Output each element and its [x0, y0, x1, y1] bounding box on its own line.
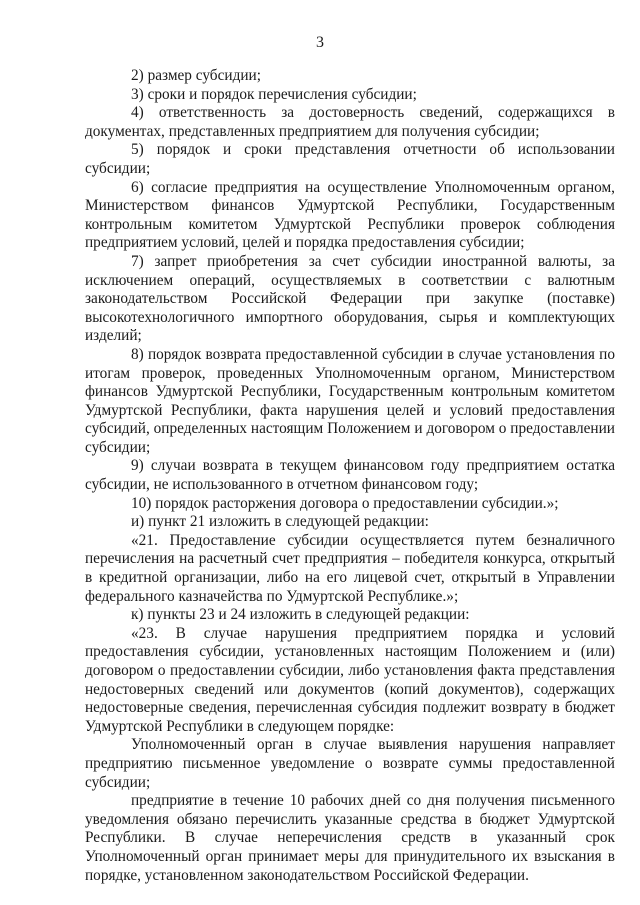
- paragraph-item-10: 10) порядок расторжения договора о предоставлении субсидии.»;: [131, 494, 559, 512]
- paragraph-item-4: 4) ответственность за достоверность сведений, содержащихся в документах, представленных предприятием для получения субсидии;: [85, 104, 615, 140]
- amendment-k-heading: к) пункты 23 и 24 изложить в следующей редакции:: [131, 606, 470, 624]
- paragraph-item-2: 2) размер субсидии;: [131, 67, 261, 84]
- amendment-i-heading: и) пункт 21 изложить в следующей редакции:: [131, 513, 429, 531]
- paragraph-item-3: 3) сроки и порядок перечисления субсидии;: [131, 85, 417, 103]
- point-23-step-notice: Уполномоченный орган в случае выявления нарушения направляет предприятию письменное уведомление о возврате суммы предоставленной субсидии;: [85, 736, 615, 791]
- document-body: [85, 67, 615, 885]
- point-21-text: «21. Предоставление субсидии осуществляется путем безналичного перечисления на расчетный счет предприятия – победителя конкурса, открытый в кредитной организации, либо на его лицевой счет, открытый в Управлении федерального казначейства по Удмуртской Республике.»;: [85, 531, 615, 605]
- paragraph-item-7: 7) запрет приобретения за счет субсидии иностранной валюты, за исключением операций, осуществляемых в соответствии с валютным законодательством Российской Федерации при закупке (поставке) высокотехнологичного импортного оборудования, сырья и комплектующих изделий;: [85, 252, 615, 345]
- point-23-text: «23. В случае нарушения предприятием порядка и условий предоставления субсидии, установленных настоящим Положением и (или) договором о предоставлении субсидии, либо установления факта представления недостоверных сведений или документов (копий документов), содержащих недостоверные сведения, перечисленная субсидия подлежит возврату в бюджет Удмуртской Республики в следующем порядке:: [85, 624, 615, 735]
- paragraph-item-6: 6) согласие предприятия на осуществление Уполномоченным органом, Министерством финансов Удмуртской Республики, Государственным контрольным комитетом Удмуртской Республики проверок соблюдения предприятием условий, целей и порядка предоставления субсидии;: [85, 178, 615, 252]
- point-23-step-repayment: предприятие в течение 10 рабочих дней со дня получения письменного уведомления обязано перечислить указанные средства в бюджет Удмуртской Республики. В случае неперечисления средств в указанный срок Уполномоченный орган принимает меры для принудительного их взыскания в порядке, установленном законодательством Российской Федерации.: [85, 792, 615, 884]
- paragraph-item-5: 5) порядок и сроки представления отчетности об использовании субсидии;: [85, 141, 615, 177]
- paragraph-item-9: 9) случаи возврата в текущем финансовом году предприятием остатка субсидии, не использованного в отчетном финансовом году;: [85, 457, 615, 494]
- page-number: 3: [316, 34, 324, 51]
- paragraph-item-8: 8) порядок возврата предоставленной субсидии в случае установления по итогам проверок, проведенных Уполномоченным органом, Министерством финансов Удмуртской Республики, Государственным контрольным комитетом Удмуртской Республики, факта нарушения целей и условий предоставления субсидий, определенных настоящим Положением и договором о предоставлении субсидии;: [85, 345, 615, 456]
